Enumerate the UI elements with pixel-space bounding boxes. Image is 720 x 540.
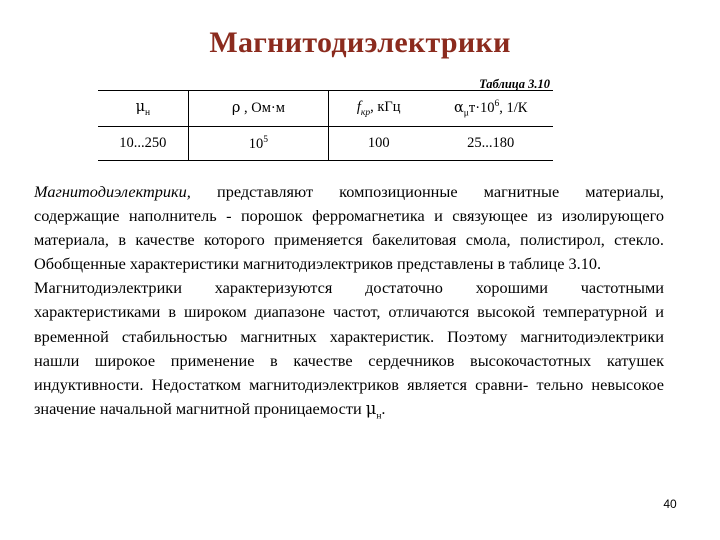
header-permeability: $\mu_н$ xyxy=(98,91,188,127)
table-header-row xyxy=(98,91,553,127)
term-italic: Магнитодиэлектрики, xyxy=(34,182,191,201)
properties-table xyxy=(98,90,553,161)
header-critical-frequency: $f_{кр}$, кГц xyxy=(328,91,428,127)
slide-title: Магнитодиэлектрики xyxy=(209,26,511,59)
paragraph-properties: Магнитодиэлектрики характеризуются достаточно хорошими частотными характеристиками в широком диапазоне частот, отличаются высокой температурной и временной стабильностью магнитных характеристик. Поэтому магнитодиэлектрики нашли широкое применение в качестве сердечников высокочастотных катушек индуктивности. Недостатком магнитодиэлектриков является сравни- тельно невысокое значение начальной магнитной проницаемости $\mu_н$. xyxy=(34,278,664,422)
cell-temp-coefficient: 25...180 xyxy=(428,127,553,161)
page-number: 40 xyxy=(663,497,677,511)
cell-critical-frequency: 100 xyxy=(328,127,428,161)
paragraph-intro: Магнитодиэлектрики, представляют композиционные магнитные материалы, содержащие наполнитель - порошок ферромагнетика и связующее из изолирующего материала, в качестве которого применяется бакелитовая смола, полистирол, стекло. Обобщенные характеристики магнитодиэлектриков представлены в таблице 3.10. xyxy=(34,182,664,274)
body-text xyxy=(34,180,664,428)
cell-resistivity: $10^5$ xyxy=(188,127,328,161)
table-caption: Таблица 3.10 xyxy=(479,77,550,91)
cell-permeability: 10...250 xyxy=(98,127,188,161)
header-temp-coefficient: $\alpha_\mu т\cdot 10^6$, 1/К xyxy=(428,91,553,127)
table-row xyxy=(98,127,553,161)
header-resistivity: ρ , Ом·м xyxy=(188,91,328,127)
